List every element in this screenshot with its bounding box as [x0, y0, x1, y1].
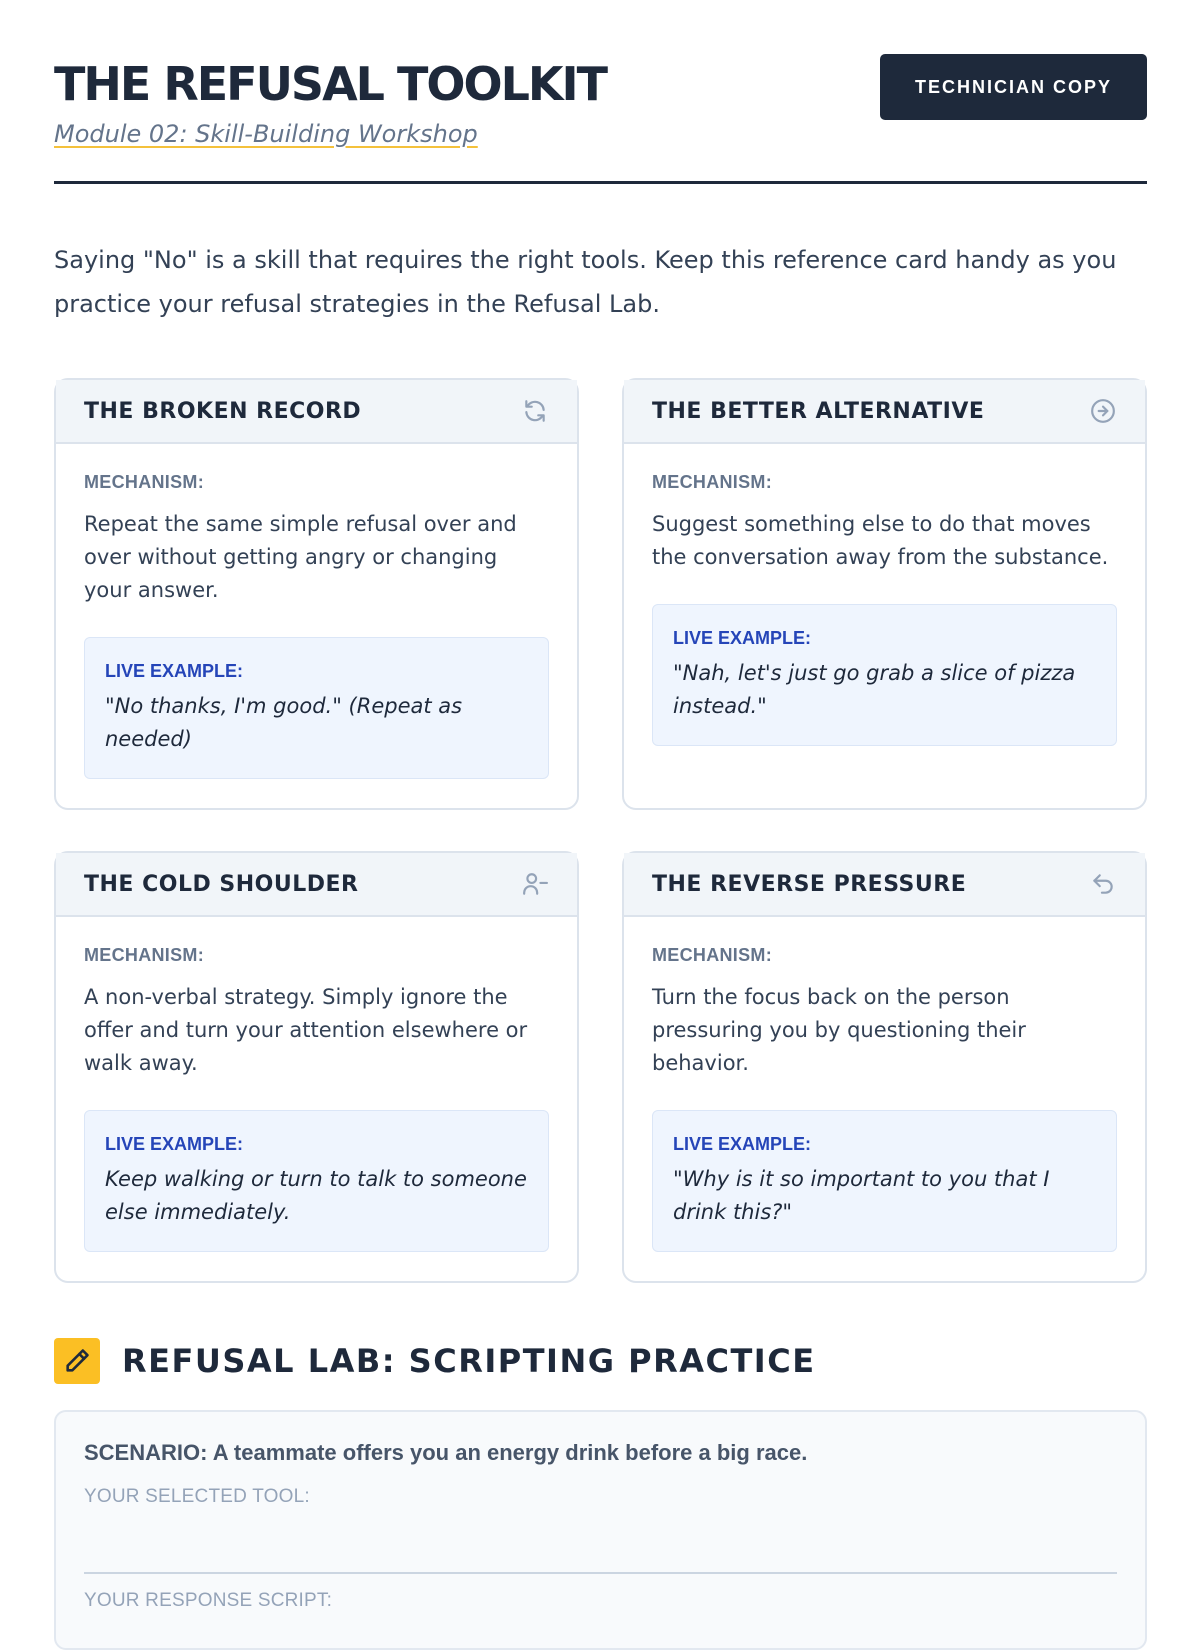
live-example-label: LIVE EXAMPLE:: [105, 661, 244, 681]
card-broken-record: [54, 378, 579, 810]
card-cold-shoulder: [54, 851, 579, 1283]
card-title: THE REVERSE PRESSURE: [652, 871, 967, 897]
scripting-practice-box: [54, 1410, 1147, 1650]
technician-copy-button[interactable]: TECHNICIAN COPY: [880, 54, 1147, 120]
arrow-circle-right-icon: [1089, 397, 1117, 425]
mechanism-text: Turn the focus back on the person pressuring you by questioning their behavior.: [652, 985, 1026, 1075]
live-example-box: [652, 1110, 1117, 1252]
card-title: THE BROKEN RECORD: [84, 398, 362, 424]
mechanism-text: Suggest something else to do that moves the conversation away from the substance.: [652, 512, 1109, 569]
live-example-text: "No thanks, I'm good." (Repeat as needed): [105, 694, 463, 751]
header: [54, 0, 1147, 184]
refusal-lab-header: [54, 1338, 816, 1384]
card-better-alternative: [622, 378, 1147, 810]
page-title: THE REFUSAL TOOLKIT: [54, 57, 607, 111]
live-example-box: [652, 604, 1117, 746]
mechanism-text: A non-verbal strategy. Simply ignore the offer and turn your attention elsewhere or walk away.: [84, 985, 528, 1075]
card-body: [56, 917, 577, 1280]
card-body: [56, 444, 577, 807]
card-title: THE COLD SHOULDER: [84, 871, 359, 897]
live-example-box: [84, 637, 549, 779]
selected-tool-field[interactable]: [84, 1572, 1117, 1574]
card-header: [624, 853, 1145, 917]
card-header: [624, 380, 1145, 444]
card-body: [624, 917, 1145, 1280]
response-script-label: YOUR RESPONSE SCRIPT:: [84, 1590, 333, 1611]
page-subtitle: Module 02: Skill-Building Workshop: [54, 120, 478, 148]
mechanism-label: MECHANISM:: [84, 945, 204, 965]
mechanism-label: MECHANISM:: [652, 945, 772, 965]
card-header: [56, 380, 577, 444]
undo-icon: [1089, 870, 1117, 898]
live-example-text: Keep walking or turn to talk to someone else immediately.: [105, 1167, 527, 1224]
card-reverse-pressure: [622, 851, 1147, 1283]
selected-tool-label: YOUR SELECTED TOOL:: [84, 1486, 310, 1507]
mechanism-label: MECHANISM:: [84, 472, 204, 492]
refresh-icon: [521, 397, 549, 425]
live-example-box: [84, 1110, 549, 1252]
live-example-label: LIVE EXAMPLE:: [673, 628, 812, 648]
pencil-icon: [54, 1338, 100, 1384]
card-header: [56, 853, 577, 917]
refusal-lab-title: REFUSAL LAB: SCRIPTING PRACTICE: [122, 1342, 816, 1380]
live-example-text: "Why is it so important to you that I drink this?": [673, 1167, 1050, 1224]
live-example-text: "Nah, let's just go grab a slice of pizza instead.": [673, 661, 1076, 718]
intro-text: Saying "No" is a skill that requires the right tools. Keep this reference card handy as you practice your refusal strategies in the Refusal Lab.: [54, 246, 1117, 318]
card-title: THE BETTER ALTERNATIVE: [652, 398, 985, 424]
card-body: [624, 444, 1145, 774]
mechanism-label: MECHANISM:: [652, 472, 772, 492]
mechanism-text: Repeat the same simple refusal over and over without getting angry or changing your answer.: [84, 512, 517, 602]
live-example-label: LIVE EXAMPLE:: [105, 1134, 244, 1154]
scenario-text: SCENARIO: A teammate offers you an energy drink before a big race.: [84, 1440, 808, 1465]
live-example-label: LIVE EXAMPLE:: [673, 1134, 812, 1154]
page: [54, 0, 1147, 1611]
user-minus-icon: [521, 870, 549, 898]
